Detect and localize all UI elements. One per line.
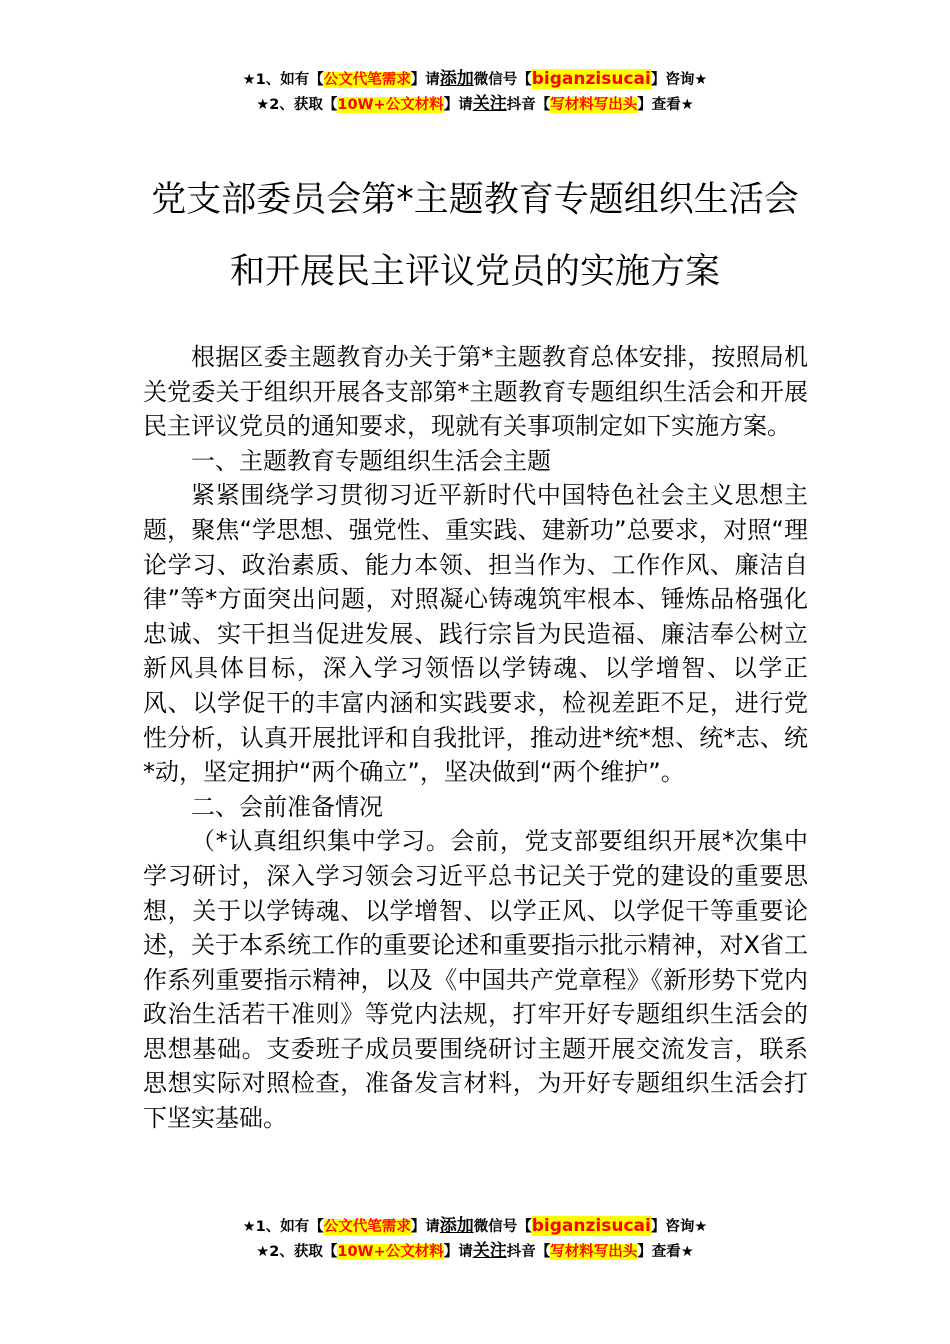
banner-text: 】请 [410, 72, 440, 88]
banner-line-1 [0, 1214, 950, 1239]
banner-highlight: 写材料写出头 [550, 1244, 638, 1260]
banner-text: ★1、如有【 [242, 72, 324, 88]
banner-underlined: 添加 [439, 69, 474, 89]
header-banner [0, 67, 950, 117]
banner-line-2 [0, 92, 950, 117]
banner-text: 抖音【 [506, 97, 551, 113]
banner-text: 微信号【 [473, 72, 532, 88]
banner-text: 】请 [410, 1219, 440, 1235]
banner-highlight: biganzisucai [531, 1216, 651, 1236]
banner-line-2 [0, 1239, 950, 1264]
section-heading: 二、会前准备情况 [191, 792, 383, 821]
banner-highlight: 公文代笔需求 [323, 72, 411, 88]
doc-title-line-2: 和开展民主评议党员的实施方案 [229, 252, 720, 292]
doc-paragraph: （*认真组织集中学习。会前，党支部要组织开展*次集中学习研讨，深入学习领会习近平总书记关于党的建设的重要思想，关于以学铸魂、以学增智、以学正风、以学促干等重要论述，关于本系统工作的重要论述和重要指示批示精神，对X省工作系列重要指示精神，以及《中国共产党章程》《新形势下党内政治生活若干准则》等党内法规，打牢开好专题组织生活会的思想基础。支委班子成员要围绕研讨主题开展交流发言，联系思想实际对照检查，准备发言材料，为开好专题组织生活会打下坚实基础。 [143, 827, 808, 1133]
banner-highlight: 公文代笔需求 [323, 1219, 411, 1235]
banner-underlined: 关注 [472, 94, 507, 114]
doc-paragraph: 紧紧围绕学习贯彻习近平新时代中国特色社会主义思想主题，聚焦“学思想、强党性、重实践、建新功”总要求，对照“理论学习、政治素质、能力本领、担当作为、工作作风、廉洁自律”等*方面突出问题，对照凝心铸魂筑牢根本、锤炼品格强化忠诚、实干担当促进发展、践行宗旨为民造福、廉洁奉公树立新风具体目标，深入学习领悟以学铸魂、以学增智、以学正风、以学促干的丰富内涵和实践要求，检视差距不足，进行党性分析，认真开展批评和自我批评，推动进*统*想、统*志、统*动，坚定拥护“两个确立”，坚决做到“两个维护”。 [143, 481, 808, 787]
banner-highlight: 10W+公文材料 [337, 97, 444, 113]
section-heading: 一、主题教育专题组织生活会主题 [191, 446, 551, 475]
banner-highlight: 10W+公文材料 [337, 1244, 444, 1260]
banner-highlight: 写材料写出头 [550, 97, 638, 113]
banner-text: 】咨询★ [650, 72, 708, 88]
banner-text: 】查看★ [637, 1244, 694, 1260]
banner-text: 】咨询★ [650, 1219, 708, 1235]
doc-paragraph: 根据区委主题教育办关于第*主题教育总体安排，按照局机关党委关于组织开展各支部第*主题教育专题组织生活会和开展民主评议党员的通知要求，现就有关事项制定如下实施方案。 [143, 343, 808, 441]
banner-underlined: 关注 [472, 1241, 507, 1261]
banner-text: ★2、获取【 [256, 1244, 338, 1260]
doc-title-line-1: 党支部委员会第*主题教育专题组织生活会 [151, 180, 799, 220]
banner-text: 】请 [443, 97, 473, 113]
banner-highlight: biganzisucai [531, 69, 651, 89]
banner-text: 微信号【 [473, 1219, 532, 1235]
banner-text: ★2、获取【 [256, 97, 338, 113]
banner-underlined: 添加 [439, 1216, 474, 1236]
banner-line-1 [0, 67, 950, 92]
banner-text: 】查看★ [637, 97, 694, 113]
banner-text: ★1、如有【 [242, 1219, 324, 1235]
banner-text: 】请 [443, 1244, 473, 1260]
doc-body [143, 340, 808, 1136]
banner-text: 抖音【 [506, 1244, 551, 1260]
footer-banner [0, 1214, 950, 1264]
